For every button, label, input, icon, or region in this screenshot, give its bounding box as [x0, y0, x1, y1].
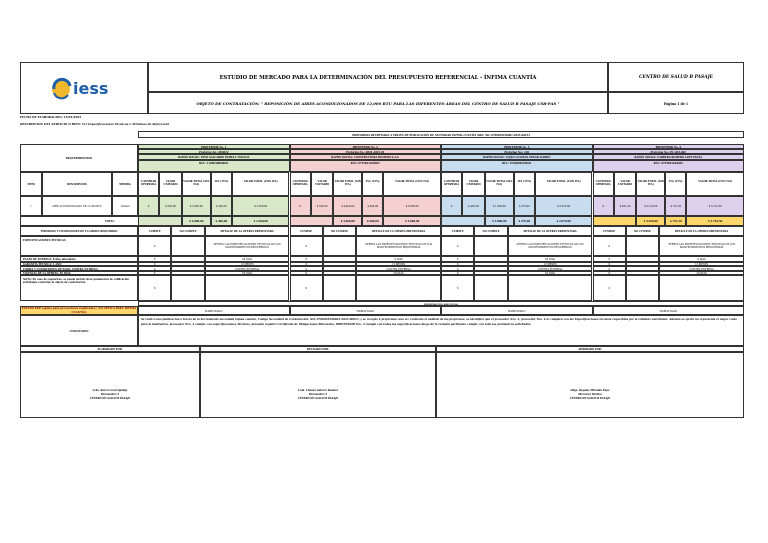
requerimientos-header: REQUERIMIENTOS — [20, 144, 138, 172]
cumple-header-p1: CUMPLE — [138, 226, 171, 236]
term-mark-4-p3: X — [441, 266, 474, 271]
offer-unit-p3: $ 450,00 — [462, 196, 485, 216]
term-detail-3-p1: 12 MESES — [205, 262, 290, 266]
total-blank-p4 — [593, 216, 637, 226]
col-total_sin-p2: VALOR TOTAL (SIN IVA) — [333, 172, 362, 196]
term-mark-3-p3: X — [441, 262, 474, 266]
term-nocumple-1-p4 — [626, 236, 659, 256]
col-cantidad-p2: CANTIDAD OFERTADA — [290, 172, 311, 196]
total-label: TOTAL: — [20, 216, 200, 226]
term-mark-5-p3: X — [441, 271, 474, 275]
elaborado-entity: CENTRO DE SALUD B PASAJE — [89, 397, 131, 400]
col-cantidad-p1: CANTIDAD OFERTADA — [138, 172, 159, 196]
term-nocumple-6-p1 — [171, 275, 204, 301]
col-item: ITEM — [20, 172, 42, 196]
proveedor-1-razon: RAZÓN SOCIAL: PINO GALLARDO PAMELA TATIANA — [138, 154, 290, 160]
total-blank-p1 — [138, 216, 182, 226]
term-nocumple-6-p3 — [474, 275, 507, 301]
revisado-box — [200, 352, 436, 418]
col-total_con-p4: VALOR TOTAL (CON IVA) — [686, 172, 744, 196]
proveedor-4-ruc: RUC: 0705861044001 — [593, 160, 745, 172]
term-detail-4-p2: CONTRA ENTREGA — [356, 266, 441, 271]
offer-con-p4: $ 5.761,50 — [686, 196, 744, 216]
col-total_sin-p4: VALOR TOTAL (SIN IVA) — [636, 172, 665, 196]
proveedor-4-proforma: Proforma No.: PC-023-002 — [593, 149, 745, 154]
cumple-header-p2: CUMPLE — [290, 226, 323, 236]
col-medida: MEDIDA — [112, 172, 138, 196]
total-blank-p2 — [290, 216, 334, 226]
proveedor-4-name: PROVEEDOR No. 4 — [593, 144, 745, 149]
offer-sin-p1: $ 2.000,00 — [182, 196, 211, 216]
total-iva-p2: $ 660,00 — [362, 216, 383, 226]
term-nocumple-6-p4 — [626, 275, 659, 301]
item-number: 1 — [20, 196, 42, 216]
term-label-4: FORMA Y CONDICIONES DE PAGO: CONTRA ENTREGA — [20, 266, 138, 271]
cumple-header-p4: CUMPLE — [593, 226, 626, 236]
estado-ekp-label: ESTADO EKP (aplica para proveedores registrados / NO APLICA PARA ÍNFIMA CUANTÍA) — [21, 307, 137, 314]
no-cumple-header-p1: NO CUMPLE — [171, 226, 204, 236]
col-unitario-p4: VALOR UNITARIO — [614, 172, 637, 196]
term-detail-3-p2: 12 MESES — [356, 262, 441, 266]
term-label-2: PLAZO DE ENTREGA: 8 días laborables — [20, 256, 138, 262]
terms-header: TÉRMINOS Y CONDICIONES DE LA ORDEN REQUERIDO — [20, 226, 138, 236]
term-detail-5-p3: 30 DÍAS — [508, 271, 593, 275]
term-label-3: GARANTÍA TÉCNICA: 1 AÑO — [20, 262, 138, 266]
term-detail-5-p4: 30 DÍAS — [659, 271, 744, 275]
detalle-header-p4: DETALLE DE LA OFERTA PRESENTADA — [659, 226, 744, 236]
total-blank-p3 — [441, 216, 485, 226]
proformas-band: PROFORMAS RECEPTADAS A TRAVÉS DE PUBLICACIÓN DE NECESIDAD ÍNFIMA CUANTÍA NRO: NIC-0760039190001-2025-00013 — [138, 131, 744, 138]
total-sin-p4: $ 5.010,00 — [636, 216, 665, 226]
total-iva-p3: $ 270,00 — [514, 216, 535, 226]
offer-iva-p1: $ 300,00 — [211, 196, 232, 216]
term-mark-6-p4: X — [593, 275, 626, 301]
term-detail-1-p1: OFERTA LAS ESPECIFICACIONES TÉCNICAS DE LOS MANTENIMIENTOS REQUERIDOS — [205, 236, 290, 256]
term-nocumple-1-p2 — [323, 236, 356, 256]
term-label-5: VIGENCIA DE LA OFERTA: 30 DÍAS — [20, 271, 138, 275]
revisado-name: Lcda. Viviana Galarza Rosales — [297, 389, 338, 392]
estado-value-p4: HABILITADO — [593, 306, 745, 315]
term-mark-6-p3: X — [441, 275, 474, 301]
col-cantidad-p3: CANTIDAD OFERTADA — [441, 172, 462, 196]
term-detail-4-p4: CONTRA ENTREGA — [659, 266, 744, 271]
proveedor-2-razon: RAZÓN SOCIAL: CONSTRUCTORA ROMERO S.A.S. — [290, 154, 442, 160]
offer-cant-p4: 4 — [593, 196, 614, 216]
col-total_sin-p1: VALOR TOTAL (SIN IVA) — [182, 172, 211, 196]
col-iva-p2: IVA (15%) — [362, 172, 383, 196]
col-iva-p1: IVA (15%) — [211, 172, 232, 196]
offer-con-p3: $ 2.070,00 — [535, 196, 593, 216]
offer-sin-p3: $ 1.800,00 — [485, 196, 514, 216]
detalle-header-p1: DETALLE DE LA OFERTA PRESENTADA — [205, 226, 290, 236]
term-mark-2-p3: X — [441, 256, 474, 262]
conclusion-label: CONCLUSIÓN — [20, 315, 138, 346]
aprobado-role: Directora Médica — [578, 393, 602, 396]
term-mark-5-p1: X — [138, 271, 171, 275]
term-detail-3-p3: 12 MESES — [508, 262, 593, 266]
col-total_con-p1: VALOR TOTAL (CON IVA) — [232, 172, 290, 196]
elaborado-box — [20, 352, 200, 418]
item-unit: Unidad — [112, 196, 138, 216]
term-detail-4-p1: CONTRA ENTREGA — [205, 266, 290, 271]
offer-sin-p4: $ 5.010,00 — [636, 196, 665, 216]
offer-sin-p2: $ 4.400,00 — [333, 196, 362, 216]
proveedor-2-proforma: Proforma No.: 0041-2025-01 — [290, 149, 442, 154]
col-total_sin-p3: VALOR TOTAL (SIN IVA) — [485, 172, 514, 196]
offer-cant-p1: 4 — [138, 196, 159, 216]
aprobado-header: APROBADO POR: — [436, 346, 744, 352]
elaborado-name: Lcda. Karen Coral Ojedeje — [92, 389, 128, 392]
term-mark-2-p1: X — [138, 256, 171, 262]
total-con-p4: $ 5.761,50 — [686, 216, 744, 226]
term-detail-5-p1: 30 DÍAS — [205, 271, 290, 275]
offer-unit-p4: $ 451,00 — [614, 196, 637, 216]
term-detail-6-p1 — [205, 275, 290, 301]
total-con-p1: $ 2.300,00 — [232, 216, 290, 226]
total-con-p3: $ 2.070,00 — [535, 216, 593, 226]
offer-unit-p2: $ 550,00 — [311, 196, 334, 216]
proveedor-3-razon: RAZÓN SOCIAL: LOJÁN GUAMÁN EDGAR ALDRIN — [441, 154, 593, 160]
proveedor-1-ruc: RUC: 1104050860001 — [138, 160, 290, 172]
elaborado-role: Paramédico 5 — [100, 393, 120, 396]
conclusion-text: Se realizó una publicación a través de la herramienta necesidad ínfima cuantía, Código Necesidad de Contratación: NIC-0760039190001-2025-00013, y se receptó 4 proformas: una vez realizado el análisis de las proformas, se identificó que el proveedor Nro. 3, proveedor Nro. 4 lo cumplen con las Especificaciones técnicas requeridas por la entidad contratante. Además se oferta un representa el mejor costo para la institución, proveedor Nro. 3 cumple con especificaciones Técnicas, presenta registro Certificado de Obligaciones Patronales, PROVEEDOR Nro. 3 cumple con todas las especificaciones luego de la revisión pertinente cumple con todo los parámetros solicitados. — [138, 315, 744, 346]
estado-value-p3: HABILITADO — [441, 306, 593, 315]
proveedor-1-name: PROVEEDOR No. 1 — [138, 144, 290, 149]
revisado-role: Paramédico 5 — [308, 393, 328, 396]
offer-unit-p1: $ 500,00 — [159, 196, 182, 216]
proveedor-4-razon: RAZÓN SOCIAL: CABRERA ROMERO LADY PAOLA — [593, 154, 745, 160]
total-iva-p1: $ 300,00 — [211, 216, 232, 226]
term-mark-4-p2: X — [290, 266, 323, 271]
offer-con-p2: $ 5.060,00 — [383, 196, 441, 216]
aprobado-box — [436, 352, 744, 418]
term-mark-1-p1: X — [138, 236, 171, 256]
term-mark-5-p4: X — [593, 271, 626, 275]
cumple-header-p3: CUMPLE — [441, 226, 474, 236]
total-sin-p3: $ 1.800,00 — [485, 216, 514, 226]
no-cumple-header-p3: NO CUMPLE — [474, 226, 507, 236]
revisado-header: REVISADO POR: — [200, 346, 436, 352]
proveedor-3-proforma: Proforma No.: 126 — [441, 149, 593, 154]
term-detail-4-p3: CONTRA ENTREGA — [508, 266, 593, 271]
offer-iva-p3: $ 270,00 — [514, 196, 535, 216]
proveedor-2-name: PROVEEDOR No. 2 — [290, 144, 442, 149]
term-detail-2-p4: 8 DÍAS — [659, 256, 744, 262]
term-mark-2-p2: X — [290, 256, 323, 262]
term-detail-6-p4 — [659, 275, 744, 301]
term-mark-3-p2: X — [290, 262, 323, 266]
term-mark-2-p4: X — [593, 256, 626, 262]
term-mark-5-p2: X — [290, 271, 323, 275]
term-detail-1-p2: OFERTA LAS ESPECIFICACIONES TÉCNICAS DE LOS MANTENIMIENTOS REQUERIDOS — [356, 236, 441, 256]
term-mark-3-p4: X — [593, 262, 626, 266]
estado-value-p1: HABILITADO — [138, 306, 290, 315]
term-mark-1-p4: X — [593, 236, 626, 256]
contract-object: OBJETO DE CONTRATACIÓN: " REPOSICIÓN DE AIRES ACONDICIONADOS DE 12,000 BTU PARA LAS DIFERENTES ÁREAS DEL CENTRO DE SALUD B PASAJE CSB-PAS " — [148, 92, 608, 114]
term-nocumple-6-p2 — [323, 275, 356, 301]
aprobado-name: Obgs. Dayanie Miranda Pupo — [570, 389, 610, 392]
logo-box — [20, 62, 148, 114]
col-cantidad-p4: CANTIDAD OFERTADA — [593, 172, 614, 196]
total-sin-p1: $ 2.000,00 — [182, 216, 211, 226]
iess-logo-icon — [21, 63, 149, 115]
no-cumple-header-p4: NO CUMPLE — [626, 226, 659, 236]
proveedor-3-name: PROVEEDOR No. 3 — [441, 144, 593, 149]
term-label-1: ESPECIFICACIONES TÉCNICAS — [20, 236, 138, 256]
term-nocumple-1-p3 — [474, 236, 507, 256]
col-unitario-p3: VALOR UNITARIO — [462, 172, 485, 196]
term-detail-2-p3: 08 DÍAS — [508, 256, 593, 262]
term-mark-6-p1: X — [138, 275, 171, 301]
service-description: DESCRIPCIÓN DEL SERVICIO O BIEN: Ver Especificaciones Técnicas o Términos de Referencia — [20, 122, 170, 126]
term-mark-4-p4: X — [593, 266, 626, 271]
term-mark-1-p3: X — [441, 236, 474, 256]
estado-value-p2: HABILITADO — [290, 306, 442, 315]
logo-text: iess — [73, 79, 109, 98]
term-detail-1-p4: OFERTA LAS ESPECIFICACIONES TÉCNICAS DE LOS MANTENIMIENTOS REQUERIDOS — [659, 236, 744, 256]
col-descripcion: DESCRIPCIÓN — [42, 172, 112, 196]
proveedor-3-ruc: RUC: 0702884565001 — [441, 160, 593, 172]
entity-name: CENTRO DE SALUD B PASAJE — [608, 62, 744, 92]
term-detail-6-p3 — [508, 275, 593, 301]
offer-iva-p4: $ 751,50 — [665, 196, 686, 216]
term-label-6: NOTA: En caso de requerirse, se puede incluir otros parámetros de calificación solicitados conforme al objeto de contratación — [20, 275, 138, 301]
offer-cant-p2: 8 — [290, 196, 311, 216]
item-description: AIRE ACONDICIONADO DE 12,000 BTU — [42, 196, 112, 216]
page-number: Página 1 de 1 — [608, 92, 744, 114]
term-mark-4-p1: X — [138, 266, 171, 271]
col-iva-p4: IVA (15%) — [665, 172, 686, 196]
term-mark-6-p2: X — [290, 275, 323, 301]
aprobado-entity: CENTRO DE SALUD B PASAJE — [569, 397, 611, 400]
col-iva-p3: IVA (15%) — [514, 172, 535, 196]
offer-iva-p2: $ 660,00 — [362, 196, 383, 216]
term-detail-6-p2 — [356, 275, 441, 301]
detalle-header-p3: DETALLE DE LA OFERTA PRESENTADA — [508, 226, 593, 236]
revisado-entity: CENTRO DE SALUD B PASAJE — [297, 397, 339, 400]
elaboration-date: FECHA DE ELABORACIÓN: 15/01/2025 — [20, 115, 82, 119]
term-nocumple-1-p1 — [171, 236, 204, 256]
col-total_con-p3: VALOR TOTAL (CON IVA) — [535, 172, 593, 196]
info-adicional: INFORMACIÓN ADICIONAL — [138, 301, 744, 306]
col-total_con-p2: VALOR TOTAL (CON IVA) — [383, 172, 441, 196]
term-detail-2-p1: 08 DÍAS — [205, 256, 290, 262]
total-con-p2: $ 5.060,00 — [383, 216, 441, 226]
col-unitario-p1: VALOR UNITARIO — [159, 172, 182, 196]
detalle-header-p2: DETALLE DE LA OFERTA PRESENTADA — [356, 226, 441, 236]
elaborado-header: ELABORADO POR: — [20, 346, 200, 352]
term-mark-1-p2: X — [290, 236, 323, 256]
offer-con-p1: $ 2.300,00 — [232, 196, 290, 216]
term-mark-3-p1: X — [138, 262, 171, 266]
term-detail-3-p4: 12 MESES — [659, 262, 744, 266]
no-cumple-header-p2: NO CUMPLE — [323, 226, 356, 236]
col-unitario-p2: VALOR UNITARIO — [311, 172, 334, 196]
proveedor-1-proforma: Proforma No.: 000012 — [138, 149, 290, 154]
offer-cant-p3: 4 — [441, 196, 462, 216]
total-sin-p2: $ 4.400,00 — [333, 216, 362, 226]
proveedor-2-ruc: RUC: 0791821638001 — [290, 160, 442, 172]
term-detail-5-p2: 30 DÍAS — [356, 271, 441, 275]
term-detail-2-p2: 8 DÍAS — [356, 256, 441, 262]
term-detail-1-p3: OFERTA LAS ESPECIFICACIONES TÉCNICAS DE LOS MANTENIMIENTOS REQUERIDOS — [508, 236, 593, 256]
doc-title: ESTUDIO DE MERCADO PARA LA DETERMINACIÓN DEL PRESUPUESTO REFERENCIAL - ÍNFIMA CUANTÍA — [148, 62, 608, 92]
total-iva-p4: $ 751,50 — [665, 216, 686, 226]
